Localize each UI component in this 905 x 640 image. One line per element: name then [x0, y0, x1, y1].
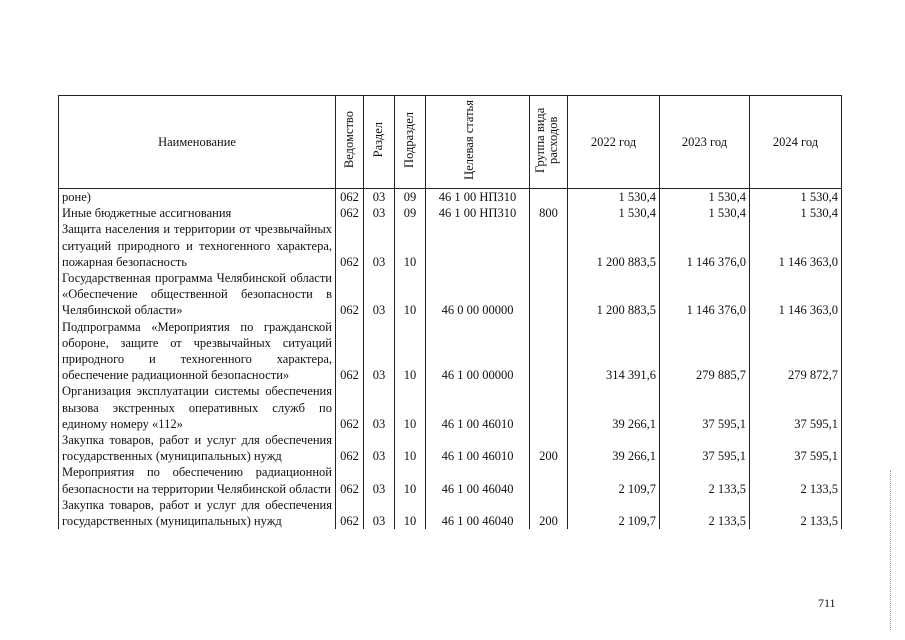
cell-v2023: 37 595,1	[660, 383, 750, 432]
cell-pod: 10	[395, 221, 426, 270]
cell-grp	[530, 221, 568, 270]
cell-pod: 09	[395, 205, 426, 221]
header-celevaya-statya: Целевая статья	[426, 96, 530, 189]
cell-raz: 03	[364, 464, 395, 496]
cell-v2024: 1 530,4	[750, 205, 842, 221]
cell-grp	[530, 383, 568, 432]
cell-grp	[530, 270, 568, 319]
cell-ved: 062	[336, 383, 364, 432]
cell-v2023: 279 885,7	[660, 319, 750, 384]
table-row	[59, 221, 842, 270]
cell-v2024: 1 146 363,0	[750, 270, 842, 319]
table-header-row	[59, 96, 842, 189]
cell-v2023: 1 530,4	[660, 205, 750, 221]
table-row	[59, 189, 842, 206]
cell-v2022: 1 530,4	[568, 205, 660, 221]
cell-cel: 46 0 00 00000	[426, 270, 530, 319]
header-razdel: Раздел	[364, 96, 395, 189]
cell-ved: 062	[336, 205, 364, 221]
cell-v2022: 39 266,1	[568, 432, 660, 464]
cell-name: Закупка товаров, работ и услуг для обеспечения государственных (муниципальных) нужд	[59, 432, 336, 464]
cell-v2022: 1 200 883,5	[568, 270, 660, 319]
cell-name: Государственная программа Челябинской области «Обеспечение общественной безопасности в Челябинской области»	[59, 270, 336, 319]
cell-grp	[530, 189, 568, 206]
cell-cel: 46 1 00 46040	[426, 497, 530, 529]
cell-cel: 46 1 00 46010	[426, 383, 530, 432]
cell-v2023: 1 530,4	[660, 189, 750, 206]
cell-raz: 03	[364, 432, 395, 464]
cell-grp	[530, 464, 568, 496]
cell-name: Защита населения и территории от чрезвычайных ситуаций природного и техногенного характера, пожарная безопасность	[59, 221, 336, 270]
cell-raz: 03	[364, 221, 395, 270]
cell-cel: 46 1 00 46010	[426, 432, 530, 464]
cell-cel: 46 1 00 00000	[426, 319, 530, 384]
cell-cel	[426, 221, 530, 270]
header-2023: 2023 год	[660, 96, 750, 189]
header-2024: 2024 год	[750, 96, 842, 189]
header-podrazdel: Подраздел	[395, 96, 426, 189]
table-row	[59, 497, 842, 529]
cell-v2023: 37 595,1	[660, 432, 750, 464]
cell-v2023: 2 133,5	[660, 497, 750, 529]
cell-cel: 46 1 00 46040	[426, 464, 530, 496]
table-row	[59, 205, 842, 221]
cell-name: Иные бюджетные ассигнования	[59, 205, 336, 221]
cell-pod: 10	[395, 497, 426, 529]
cell-pod: 10	[395, 270, 426, 319]
cell-cel: 46 1 00 НП310	[426, 189, 530, 206]
header-gruppa-vida-rashodov: Группа вида расходов	[530, 96, 568, 189]
table-row	[59, 270, 842, 319]
cell-ved: 062	[336, 319, 364, 384]
cell-v2022: 2 109,7	[568, 464, 660, 496]
cell-raz: 03	[364, 319, 395, 384]
cell-pod: 09	[395, 189, 426, 206]
table-row	[59, 319, 842, 384]
header-2022: 2022 год	[568, 96, 660, 189]
table-row	[59, 383, 842, 432]
cell-v2023: 1 146 376,0	[660, 270, 750, 319]
cell-ved: 062	[336, 464, 364, 496]
cell-pod: 10	[395, 432, 426, 464]
cell-cel: 46 1 00 НП310	[426, 205, 530, 221]
table-row	[59, 464, 842, 496]
cell-v2022: 1 200 883,5	[568, 221, 660, 270]
cell-raz: 03	[364, 189, 395, 206]
cell-ved: 062	[336, 432, 364, 464]
cell-name: Закупка товаров, работ и услуг для обеспечения государственных (муниципальных) нужд	[59, 497, 336, 529]
cell-v2024: 37 595,1	[750, 383, 842, 432]
cell-v2024: 2 133,5	[750, 464, 842, 496]
scan-edge-marks	[890, 470, 892, 630]
cell-raz: 03	[364, 497, 395, 529]
cell-pod: 10	[395, 464, 426, 496]
budget-table	[58, 95, 842, 529]
table-row	[59, 432, 842, 464]
cell-name: Мероприятия по обеспечению радиационной безопасности на территории Челябинской области	[59, 464, 336, 496]
cell-name: Организация эксплуатации системы обеспечения вызова экстренных оперативных служб по единому номеру «112»	[59, 383, 336, 432]
cell-ved: 062	[336, 189, 364, 206]
cell-v2023: 2 133,5	[660, 464, 750, 496]
cell-v2024: 1 146 363,0	[750, 221, 842, 270]
page-number: 711	[818, 596, 836, 610]
cell-v2024: 37 595,1	[750, 432, 842, 464]
cell-name: Подпрограмма «Мероприятия по гражданской обороне, защите от чрезвычайных ситуаций природного и техногенного характера, обеспечение радиационной безопасности»	[59, 319, 336, 384]
cell-grp: 800	[530, 205, 568, 221]
cell-grp: 200	[530, 432, 568, 464]
budget-table-sheet	[58, 95, 841, 529]
cell-raz: 03	[364, 383, 395, 432]
cell-grp	[530, 319, 568, 384]
cell-raz: 03	[364, 270, 395, 319]
cell-v2022: 1 530,4	[568, 189, 660, 206]
cell-name: роне)	[59, 189, 336, 206]
cell-v2024: 279 872,7	[750, 319, 842, 384]
cell-ved: 062	[336, 270, 364, 319]
header-vedomstvo: Ведомство	[336, 96, 364, 189]
cell-v2022: 2 109,7	[568, 497, 660, 529]
cell-v2023: 1 146 376,0	[660, 221, 750, 270]
cell-pod: 10	[395, 319, 426, 384]
cell-pod: 10	[395, 383, 426, 432]
cell-ved: 062	[336, 221, 364, 270]
cell-grp: 200	[530, 497, 568, 529]
header-name: Наименование	[59, 96, 336, 189]
cell-v2022: 39 266,1	[568, 383, 660, 432]
cell-v2022: 314 391,6	[568, 319, 660, 384]
cell-ved: 062	[336, 497, 364, 529]
cell-v2024: 2 133,5	[750, 497, 842, 529]
cell-raz: 03	[364, 205, 395, 221]
cell-v2024: 1 530,4	[750, 189, 842, 206]
